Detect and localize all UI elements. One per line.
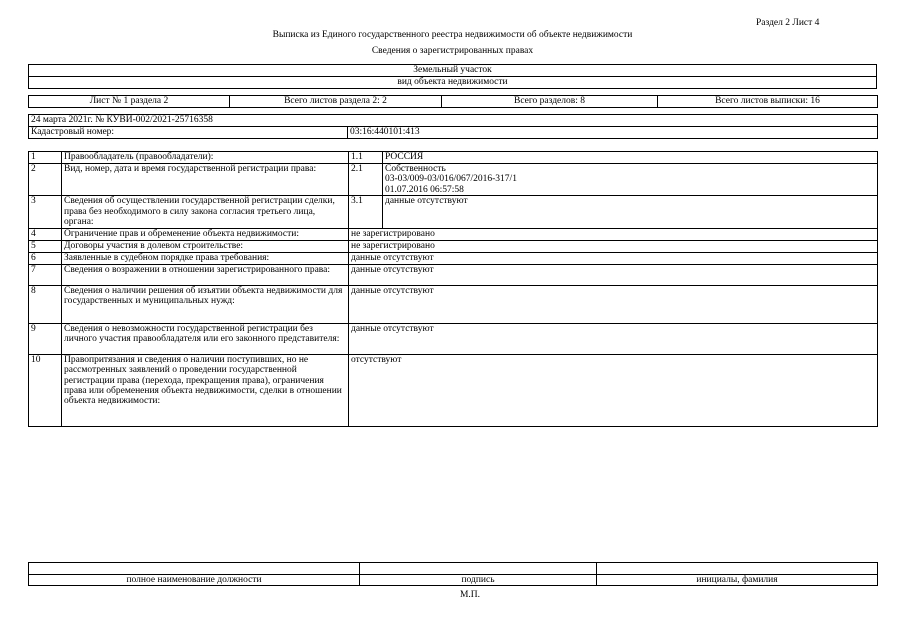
table-row bbox=[29, 240, 878, 252]
object-type: Земельный участок bbox=[29, 65, 877, 77]
row-subnumber: 1.1 bbox=[349, 152, 383, 164]
cadastral-value: 03:16:440101:413 bbox=[348, 127, 878, 139]
row-number: 4 bbox=[29, 228, 62, 240]
signature-caption: подпись bbox=[360, 575, 597, 586]
table-row bbox=[29, 354, 878, 426]
total-sheets-section: Всего листов раздела 2: 2 bbox=[230, 96, 442, 108]
row-number: 2 bbox=[29, 164, 62, 196]
row-label: Вид, номер, дата и время государственной регистрации права: bbox=[62, 164, 349, 196]
object-type-caption: вид объекта недвижимости bbox=[29, 77, 877, 89]
document-title: Выписка из Единого государственного реестра недвижимости об объекте недвижимости bbox=[272, 30, 633, 40]
row-value: не зарегистрировано bbox=[349, 240, 878, 252]
row-value: данные отсутствуют bbox=[349, 285, 878, 323]
row-number: 1 bbox=[29, 152, 62, 164]
name-caption: инициалы, фамилия bbox=[597, 575, 878, 586]
cadastral-label: Кадастровый номер: bbox=[29, 127, 348, 139]
document-subtitle: Сведения о зарегистрированных правах bbox=[371, 46, 534, 56]
row-subnumber: 2.1 bbox=[349, 164, 383, 196]
name-field bbox=[597, 563, 878, 575]
table-row bbox=[29, 252, 878, 264]
row-number: 5 bbox=[29, 240, 62, 252]
row-number: 3 bbox=[29, 196, 62, 228]
row-label: Договоры участия в долевом строительстве: bbox=[62, 240, 349, 252]
table-row bbox=[29, 285, 878, 323]
object-type-table bbox=[28, 64, 877, 89]
sheets-info-table bbox=[28, 95, 878, 108]
table-row bbox=[29, 228, 878, 240]
position-caption: полное наименование должности bbox=[29, 575, 360, 586]
row-label: Правообладатель (правообладатели): bbox=[62, 152, 349, 164]
row-label: Сведения об осуществлении государственной регистрации сделки, права без необходимого в силу закона согласия третьего лица, органа: bbox=[62, 196, 349, 228]
row-value: отсутствуют bbox=[349, 354, 878, 426]
date-number: 24 марта 2021г. № КУВИ-002/2021-25716358 bbox=[29, 115, 878, 127]
row-label: Сведения о невозможности государственной регистрации без личного участия правообладателя или его законного представителя: bbox=[62, 323, 349, 354]
row-number: 6 bbox=[29, 252, 62, 264]
row-value: данные отсутствуют bbox=[349, 323, 878, 354]
signature-field bbox=[360, 563, 597, 575]
cadastral-table bbox=[28, 114, 878, 139]
stamp-label: М.П. bbox=[459, 590, 481, 600]
row-value: данные отсутствуют bbox=[349, 264, 878, 285]
row-label: Правопритязания и сведения о наличии поступивших, но не рассмотренных заявлений о проведении государственной регистрации права (перехода, прекращения права), ограничения права или обременения объекта недвижимости, сделки в отношении объекта недвижимости: bbox=[62, 354, 349, 426]
total-sheets-extract: Всего листов выписки: 16 bbox=[658, 96, 878, 108]
row-label: Сведения о наличии решения об изъятии объекта недвижимости для государственных и муниципальных нужд: bbox=[62, 285, 349, 323]
row-number: 9 bbox=[29, 323, 62, 354]
position-field bbox=[29, 563, 360, 575]
row-value: данные отсутствуют bbox=[349, 252, 878, 264]
sheet-number: Лист № 1 раздела 2 bbox=[29, 96, 230, 108]
rights-table bbox=[28, 151, 878, 427]
row-label: Сведения о возражении в отношении зарегистрированного права: bbox=[62, 264, 349, 285]
table-row bbox=[29, 152, 878, 164]
row-number: 10 bbox=[29, 354, 62, 426]
total-sections: Всего разделов: 8 bbox=[442, 96, 658, 108]
signature-table bbox=[28, 562, 878, 586]
table-row bbox=[29, 164, 878, 196]
table-row bbox=[29, 196, 878, 228]
row-subnumber: 3.1 bbox=[349, 196, 383, 228]
row-value: не зарегистрировано bbox=[349, 228, 878, 240]
row-label: Ограничение прав и обременение объекта недвижимости: bbox=[62, 228, 349, 240]
section-sheet-label: Раздел 2 Лист 4 bbox=[756, 18, 820, 28]
row-label: Заявленные в судебном порядке права требования: bbox=[62, 252, 349, 264]
table-row bbox=[29, 264, 878, 285]
row-number: 7 bbox=[29, 264, 62, 285]
table-row bbox=[29, 323, 878, 354]
row-value: РОССИЯ bbox=[383, 152, 878, 164]
row-value: данные отсутствуют bbox=[383, 196, 878, 228]
row-number: 8 bbox=[29, 285, 62, 323]
row-value: Собственность 03-03/009-03/016/067/2016-317/1 01.07.2016 06:57:58 bbox=[383, 164, 878, 196]
